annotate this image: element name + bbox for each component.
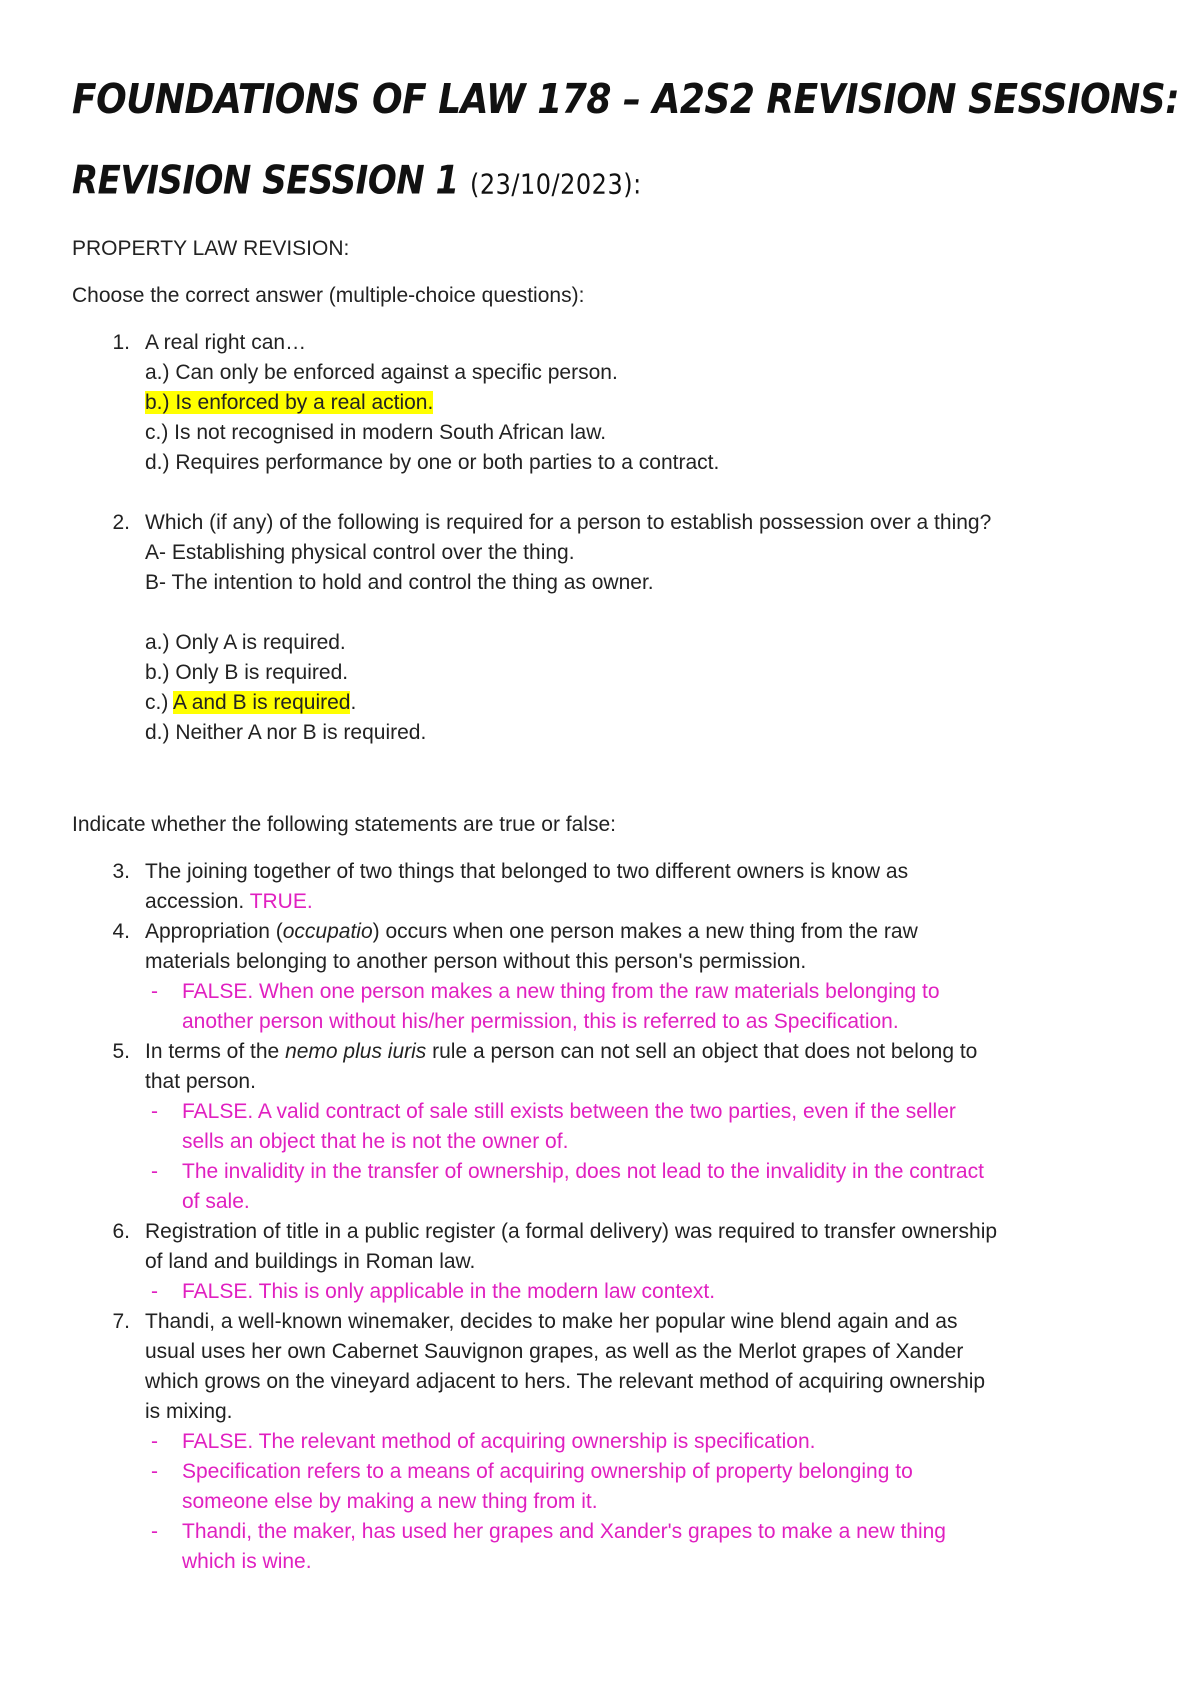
q2-option-c-tail: . <box>350 691 357 714</box>
q1-option-d: d.) Requires performance by one or both parties to a contract. <box>145 451 720 474</box>
q7-line2: usual uses her own Cabernet Sauvignon grapes, as well as the Merlot grapes of Xander <box>145 1340 964 1363</box>
q6-number: 6. <box>112 1220 130 1243</box>
q6-answer-dash: - <box>151 1280 158 1303</box>
session-date: (23/10/2023): <box>470 168 642 201</box>
q4-answer-dash: - <box>151 980 158 1003</box>
q7-line1: Thandi, a well-known winemaker, decides to make her popular wine blend again and as <box>145 1310 958 1333</box>
mcq-intro: Choose the correct answer (multiple-choice questions): <box>72 284 585 307</box>
q7-answer1-dash: - <box>151 1430 158 1453</box>
q4-line1-post: ) occurs when one person makes a new thing from the raw <box>372 920 918 943</box>
q5-answer2-line2: of sale. <box>182 1190 250 1213</box>
q2-stem: Which (if any) of the following is required for a person to establish possession over a thing? <box>145 511 992 534</box>
q5-answer2-dash: - <box>151 1160 158 1183</box>
q1-option-c: c.) Is not recognised in modern South African law. <box>145 421 607 444</box>
q7-answer2-line1: Specification refers to a means of acquiring ownership of property belonging to <box>182 1460 913 1483</box>
session-heading <box>72 158 642 204</box>
q2-option-d: d.) Neither A nor B is required. <box>145 721 427 744</box>
q1-stem: A real right can… <box>145 331 307 354</box>
q4-line2: materials belonging to another person without this person's permission. <box>145 950 807 973</box>
q5-answer2-line1: The invalidity in the transfer of ownership, does not lead to the invalidity in the contract <box>182 1160 984 1183</box>
q5-answer1-line2: sells an object that he is not the owner of. <box>182 1130 569 1153</box>
q7-number: 7. <box>112 1310 130 1333</box>
q5-line1-pre: In terms of the <box>145 1040 286 1063</box>
q6-line1: Registration of title in a public register (a formal delivery) was required to transfer ownership <box>145 1220 998 1243</box>
q7-line4: is mixing. <box>145 1400 233 1423</box>
q1-option-b <box>145 388 433 418</box>
q5-number: 5. <box>112 1040 130 1063</box>
q2-premise-b: B- The intention to hold and control the thing as owner. <box>145 571 654 594</box>
q7-answer3-line1: Thandi, the maker, has used her grapes and Xander's grapes to make a new thing <box>182 1520 946 1543</box>
q3-number: 3. <box>112 860 130 883</box>
q7-line3: which grows on the vineyard adjacent to hers. The relevant method of acquiring ownership <box>145 1370 986 1393</box>
q7-answer3-dash: - <box>151 1520 158 1543</box>
q5-line1-post: rule a person can not sell an object that does not belong to <box>426 1040 978 1063</box>
q2-option-a: a.) Only A is required. <box>145 631 346 654</box>
q3-line1: The joining together of two things that belonged to two different owners is know as <box>145 860 909 883</box>
q2-option-b: b.) Only B is required. <box>145 661 349 684</box>
q4-answer-line1: FALSE. When one person makes a new thing from the raw materials belonging to <box>182 980 940 1003</box>
q7-answer2-dash: - <box>151 1460 158 1483</box>
q4-line1 <box>145 917 918 947</box>
q2-option-c-highlight: A and B is required <box>173 691 351 714</box>
q7-answer2-line2: someone else by making a new thing from it. <box>182 1490 598 1513</box>
q1-option-b-highlight: b.) Is enforced by a real action. <box>145 391 434 414</box>
q4-line1-em: occupatio <box>282 920 373 943</box>
q6-answer: FALSE. This is only applicable in the modern law context. <box>182 1280 716 1303</box>
q1-option-a: a.) Can only be enforced against a specific person. <box>145 361 618 384</box>
q5-line2: that person. <box>145 1070 256 1093</box>
session-heading-label: REVISION SESSION 1 <box>72 158 459 204</box>
q4-number: 4. <box>112 920 130 943</box>
section-title: PROPERTY LAW REVISION: <box>72 237 350 260</box>
tf-intro: Indicate whether the following statements are true or false: <box>72 813 616 836</box>
q5-line1 <box>145 1037 977 1067</box>
q3-answer: TRUE. <box>249 890 313 913</box>
q3-line2 <box>145 887 313 917</box>
q3-line2-text: accession. <box>145 890 245 913</box>
q5-line1-em: nemo plus iuris <box>285 1040 427 1063</box>
q5-answer1-dash: - <box>151 1100 158 1123</box>
q1-number: 1. <box>112 331 130 354</box>
q6-line2: of land and buildings in Roman law. <box>145 1250 476 1273</box>
q2-number: 2. <box>112 511 130 534</box>
q2-premise-a: A- Establishing physical control over the thing. <box>145 541 575 564</box>
q2-option-c-label: c.) <box>145 691 174 714</box>
q7-answer1: FALSE. The relevant method of acquiring ownership is specification. <box>182 1430 816 1453</box>
q7-answer3-line2: which is wine. <box>182 1550 312 1573</box>
q4-answer-line2: another person without his/her permission, this is referred to as Specification. <box>182 1010 899 1033</box>
q5-answer1-line1: FALSE. A valid contract of sale still exists between the two parties, even if the seller <box>182 1100 956 1123</box>
q2-option-c <box>145 688 356 718</box>
q4-line1-pre: Appropriation ( <box>145 920 283 943</box>
document-title: FOUNDATIONS OF LAW 178 – A2S2 REVISION SESSIONS: <box>72 76 1180 124</box>
